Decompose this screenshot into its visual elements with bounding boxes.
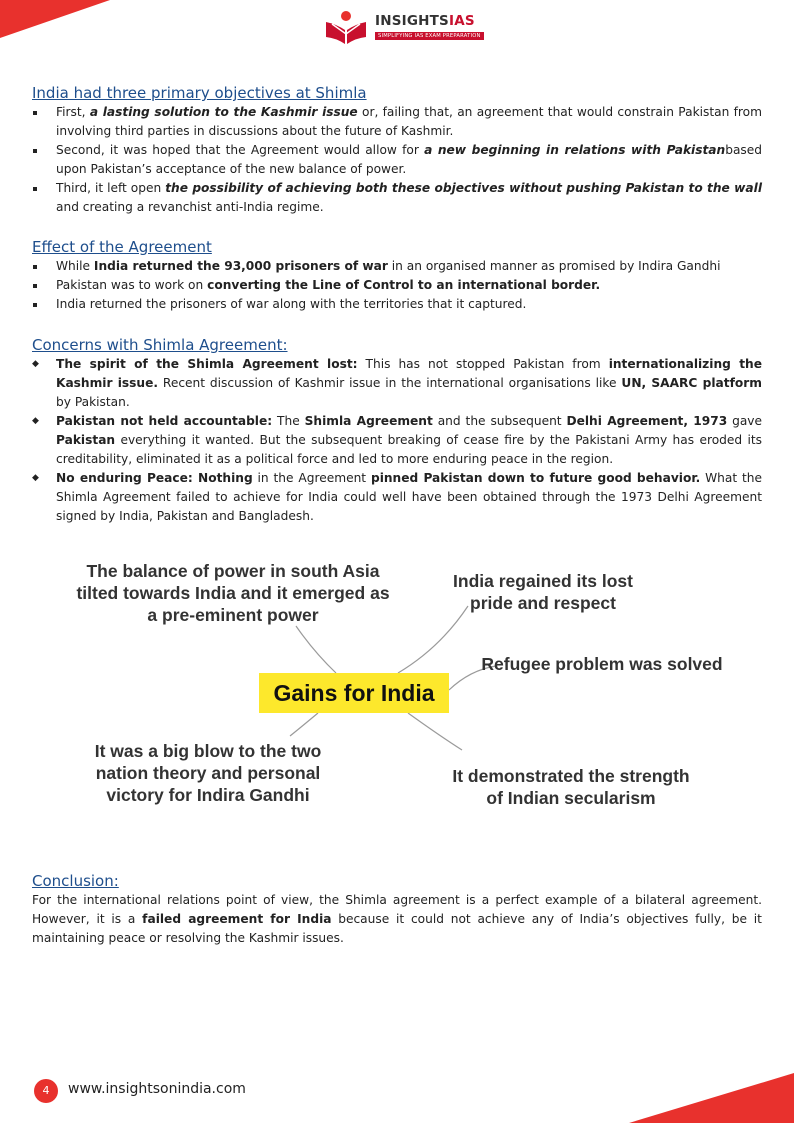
mindmap-node-refugee: Refugee problem was solved	[481, 654, 723, 674]
conclusion-paragraph: For the international relations point of view, the Shimla agreement is a perfect example of a bilateral agreement. However, it is a failed agreement for India because it could not achieve any of India’s objectives fully, be it maintaining peace or resolving the Kashmir issues.	[32, 893, 762, 945]
concern-item: ◆ The spirit of the Shimla Agreement lost: This has not stopped Pakistan from internationalizing the Kashmir issue. Recent discussion of Kashmir issue in the international organisations like UN, SAARC platform by Pakistan.	[32, 355, 762, 412]
concerns-list	[32, 355, 762, 526]
footer-website-link[interactable]: www.insightsonindia.com	[68, 1081, 246, 1097]
effect-section	[32, 238, 762, 314]
page-number: 4	[34, 1079, 58, 1103]
objectives-section	[32, 84, 762, 217]
brand-tagline: SIMPLIFYING IAS EXAM PREPARATION	[375, 32, 484, 40]
effect-list	[32, 257, 762, 314]
effect-item: While India returned the 93,000 prisoners of war in an organised manner as promised by Indira Gandhi	[32, 257, 762, 276]
page-content	[32, 84, 762, 948]
objective-item: First, a lasting solution to the Kashmir issue or, failing that, an agreement that would constrain Pakistan from involving third parties in discussions about the future of Kashmir.	[32, 103, 762, 141]
footer-corner-decoration	[629, 1073, 794, 1123]
mindmap-center: Gains for India	[259, 673, 449, 713]
mindmap-node-two-nation: It was a big blow to the two nation theory and personal victory for Indira Gandhi	[94, 741, 322, 805]
header-corner-decoration	[0, 0, 110, 38]
connector-bottom-left	[290, 713, 318, 736]
mindmap-node-pride: India regained its lost pride and respect	[453, 571, 633, 613]
concern-item: ◆ Pakistan not held accountable: The Shimla Agreement and the subsequent Delhi Agreement, 1973 gave Pakistan everything it wanted. But the subsequent breaking of cease fire by the Pakistani Army has eroded its creditability, eliminated it as a political force and led to more enduring peace in the region.	[32, 412, 762, 469]
conclusion-heading: Conclusion:	[32, 872, 119, 890]
conclusion-section	[32, 872, 762, 948]
concerns-heading: Concerns with Shimla Agreement:	[32, 336, 288, 354]
effect-heading: Effect of the Agreement	[32, 238, 212, 256]
mindmap-node-secularism: It demonstrated the strength of Indian secularism	[452, 766, 690, 808]
concern-item: ◆ No enduring Peace: Nothing in the Agreement pinned Pakistan down to future good behavior. What the Shimla Agreement failed to achieve for India could well have been obtained through the 1973 Delhi Agreement signed by India, Pakistan and Bangladesh.	[32, 469, 762, 526]
connector-bottom-right	[408, 713, 462, 750]
objectives-list	[32, 103, 762, 217]
concerns-section	[32, 336, 762, 526]
brand-name: INSIGHTSIAS	[375, 13, 475, 29]
objectives-heading: India had three primary objectives at Shimla	[32, 84, 367, 102]
objective-item: Third, it left open the possibility of achieving both these objectives without pushing Pakistan to the wall and creating a revanchist anti-India regime.	[32, 179, 762, 217]
effect-item: Pakistan was to work on converting the Line of Control to an international border.	[32, 276, 762, 295]
mindmap-node-balance-of-power: The balance of power in south Asia tilted towards India and it emerged as a pre-eminent power	[76, 561, 390, 625]
connector-top-left	[296, 626, 336, 673]
brand-logo[interactable]	[322, 8, 482, 48]
connector-top-right	[398, 606, 468, 673]
objective-item: Second, it was hoped that the Agreement would allow for a new beginning in relations with Pakistanbased upon Pakistan’s acceptance of the new balance of power.	[32, 141, 762, 179]
gains-mindmap	[0, 540, 794, 830]
effect-item: India returned the prisoners of war along with the territories that it captured.	[32, 295, 762, 314]
open-book-person-icon	[322, 10, 370, 46]
